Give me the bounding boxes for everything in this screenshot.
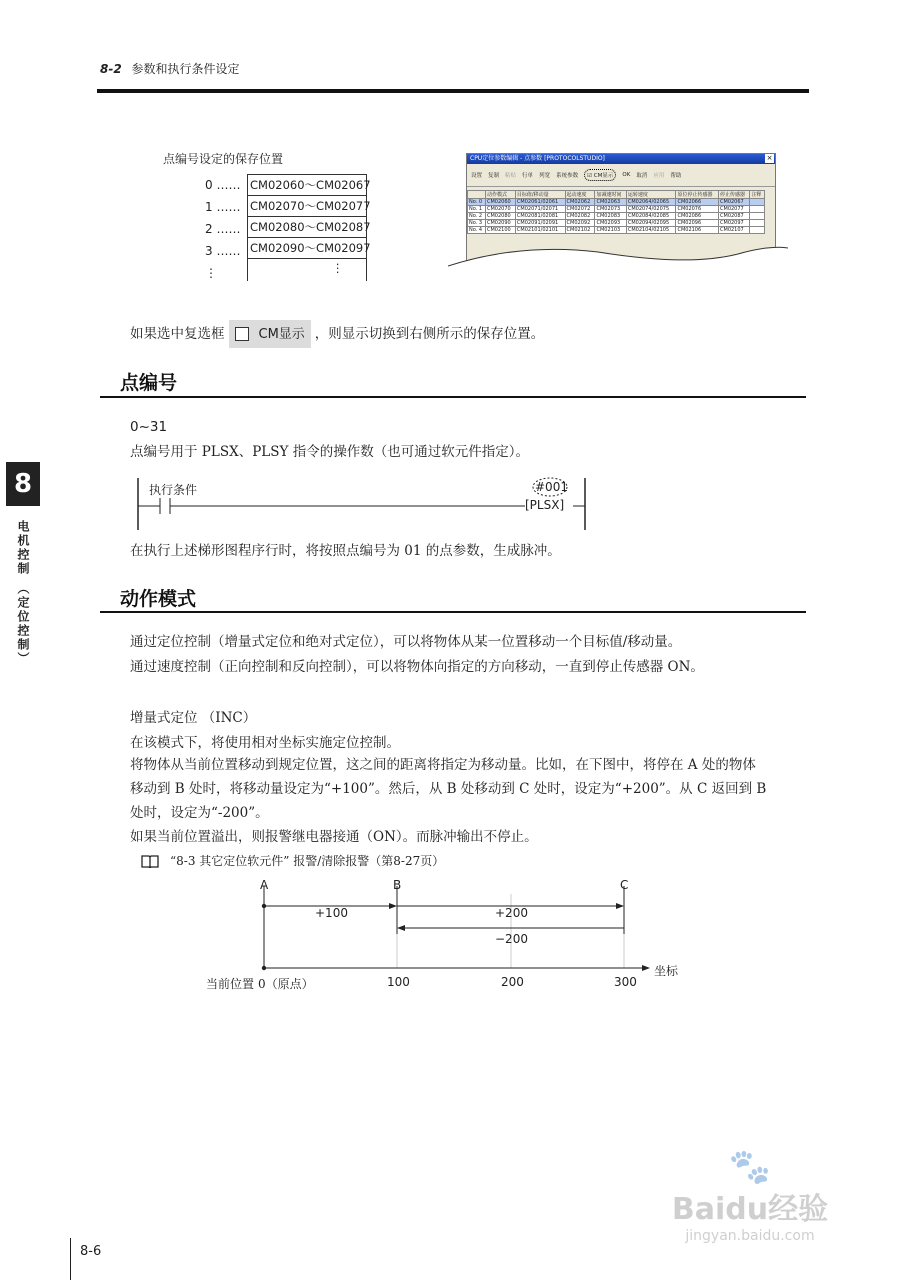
ok-button[interactable]: OK	[622, 172, 631, 178]
axis-start-label: 当前位置	[206, 977, 255, 991]
point-section-title: 点编号	[120, 372, 178, 394]
table-cell[interactable]	[750, 206, 765, 213]
table-cell[interactable]: CM02097	[719, 220, 750, 227]
inc-p1: 在该模式下，将使用相对坐标实施定位控制。	[130, 735, 400, 751]
table-cell[interactable]: CM02060	[486, 199, 516, 206]
inc-title: 增量式定位 （INC）	[130, 710, 257, 726]
table-cell[interactable]	[750, 213, 765, 220]
storage-range-ellipsis: ⋮	[332, 261, 344, 275]
table-cell[interactable]: CM02081/02081	[515, 213, 565, 220]
tool-row[interactable]: 行单	[522, 173, 534, 179]
dialog-close-button[interactable]: ×	[766, 154, 773, 162]
table-header-row	[468, 191, 765, 199]
header-cell	[468, 191, 486, 199]
table-cell[interactable]: CM02084/02085	[626, 213, 676, 220]
table-cell[interactable]: CM02086	[676, 213, 719, 220]
table-cell: No. 3	[468, 220, 486, 227]
header-cell: 注释	[750, 191, 765, 199]
ladder-instruction: [PLSX]	[525, 498, 565, 512]
reference-text: “8-3 其它定位软元件” 报警/清除报警（第8-27页）	[170, 854, 445, 868]
tool-setting[interactable]: 设置	[471, 173, 483, 179]
storage-range-box	[247, 174, 371, 281]
baidu-watermark	[640, 1147, 860, 1244]
inc-p3: 如果当前位置溢出，则报警继电器接通（ON）。而脉冲输出不停止。	[130, 829, 538, 845]
cm-display-checkbox[interactable]: ☑ CM显示	[584, 169, 616, 181]
table-cell[interactable]: CM02091/02091	[515, 220, 565, 227]
header-cell: 原位停止传感器	[676, 191, 719, 199]
table-cell[interactable]: CM02101/02101	[515, 227, 565, 234]
table-row[interactable]	[468, 213, 765, 220]
param-table	[467, 190, 765, 234]
tick-100: 100	[387, 975, 410, 989]
page-number: 8-6	[80, 1244, 102, 1259]
point-a-label: A	[260, 878, 269, 892]
paw-icon: 🐾	[728, 1147, 772, 1187]
watermark-brand: Baidu经验	[671, 1192, 829, 1227]
table-cell[interactable]: CM02087	[719, 213, 750, 220]
chapter-number: 8	[13, 469, 33, 499]
table-cell: No. 2	[468, 213, 486, 220]
section-title: 参数和执行条件设定	[131, 62, 240, 76]
dialog-titlebar	[467, 154, 775, 164]
header-cell: 动作模式	[486, 191, 516, 199]
mode-section-rule	[100, 611, 806, 613]
arrow-plus200-label: +200	[495, 906, 528, 920]
table-cell[interactable]: CM02080	[486, 213, 516, 220]
mode-p2: 通过速度控制（正向控制和反向控制），可以将物体向指定的方向移动，一直到停止传感器 ON。	[130, 659, 704, 675]
table-cell[interactable]: CM02107	[719, 227, 750, 234]
reference-line[interactable]	[140, 852, 444, 869]
dialog-toolbar	[467, 164, 775, 187]
header-rule	[97, 89, 809, 93]
table-cell[interactable]: CM02104/02105	[626, 227, 676, 234]
point-desc: 点编号用于 PLSX、PLSY 指令的操作数（也可通过软元件指定）。	[130, 444, 529, 460]
ladder-diagram	[130, 474, 590, 534]
storage-label: 点编号设定的保存位置	[163, 152, 284, 166]
tick-200: 200	[501, 975, 524, 989]
table-cell[interactable]: CM02106	[676, 227, 719, 234]
point-c-label: C	[620, 878, 629, 892]
table-cell[interactable]: CM02067	[719, 199, 750, 206]
table-cell[interactable]: CM02082	[565, 213, 595, 220]
table-row[interactable]	[468, 206, 765, 213]
point-section-rule	[100, 396, 806, 398]
axis-origin-label: 0（原点）	[258, 977, 314, 991]
table-row[interactable]	[468, 199, 765, 206]
storage-range-2: CM02080～CM02087	[248, 217, 366, 238]
table-cell[interactable]: CM02102	[565, 227, 595, 234]
table-cell[interactable]: CM02070	[486, 206, 516, 213]
table-cell: No. 1	[468, 206, 486, 213]
table-cell[interactable]: CM02074/02075	[626, 206, 676, 213]
table-cell[interactable]	[750, 199, 765, 206]
table-cell[interactable]: CM02066	[676, 199, 719, 206]
inc-p2a: 将物体从当前位置移动到规定位置，这之间的距离将指定为移动量。比如，在下图中，将停在 A 处的物体	[130, 757, 756, 773]
tool-colwidth[interactable]: 列宽	[539, 173, 551, 179]
checkbox-icon	[235, 327, 249, 341]
page-header	[100, 60, 240, 77]
header-cell: 加减速时间	[595, 191, 626, 199]
ladder-condition: 执行条件	[149, 483, 198, 497]
table-row[interactable]	[468, 220, 765, 227]
table-cell[interactable]: CM02077	[719, 206, 750, 213]
table-row[interactable]	[468, 227, 765, 234]
table-cell[interactable]: CM02093	[595, 220, 626, 227]
table-cell: No. 0	[468, 199, 486, 206]
tool-paste[interactable]: 粘贴	[505, 173, 517, 179]
tool-copy[interactable]: 复制	[488, 173, 500, 179]
mode-p1: 通过定位控制（增量式定位和绝对式定位），可以将物体从某一位置移动一个目标值/移动量。	[130, 634, 682, 650]
table-cell[interactable]: CM02090	[486, 220, 516, 227]
table-cell[interactable]	[750, 220, 765, 227]
help-button[interactable]: 帮助	[670, 173, 682, 179]
header-cell: 目标值/移动量	[515, 191, 565, 199]
axis-label: 坐标	[654, 964, 679, 978]
storage-range-0: CM02060～CM02067	[248, 175, 366, 196]
table-cell[interactable]: CM02063	[595, 199, 626, 206]
chapter-title: 电机控制 （定位控制）	[16, 520, 30, 667]
table-cell[interactable]: CM02094/02095	[626, 220, 676, 227]
footer-rule	[70, 1238, 71, 1280]
table-cell[interactable]: CM02071/02071	[515, 206, 565, 213]
storage-row-1: 1 ……	[205, 200, 241, 214]
table-cell[interactable]: CM02100	[486, 227, 516, 234]
chapter-tab[interactable]	[6, 462, 40, 506]
apply-button[interactable]: 应用	[653, 173, 665, 179]
dialog-tear-edge	[448, 236, 788, 276]
storage-row-2: 2 ……	[205, 222, 241, 236]
table-cell[interactable]: CM02083	[595, 213, 626, 220]
table-cell[interactable]	[750, 227, 765, 234]
table-cell[interactable]: CM02062	[565, 199, 595, 206]
cancel-button[interactable]: 取消	[636, 173, 648, 179]
storage-range-1: CM02070～CM02077	[248, 196, 366, 217]
checkbox-label: CM显示	[258, 326, 305, 342]
header-cell: 停止传感器	[719, 191, 750, 199]
book-icon	[140, 854, 160, 868]
storage-row-3: 3 ……	[205, 244, 241, 258]
table-cell[interactable]: CM02073	[595, 206, 626, 213]
section-number: 8-2	[100, 62, 122, 76]
inc-p2c: 处时，设定为“-200”。	[130, 805, 269, 821]
checkbox-note	[130, 320, 544, 348]
storage-ellipsis: ⋮	[205, 266, 217, 280]
table-cell[interactable]: CM02103	[595, 227, 626, 234]
arrow-minus200-label: −200	[495, 932, 528, 946]
point-range: 0~31	[130, 419, 168, 435]
table-cell: No. 4	[468, 227, 486, 234]
watermark-url: jingyan.baidu.com	[685, 1228, 815, 1244]
header-cell: 运转速度	[626, 191, 676, 199]
storage-range-3: CM02090～CM02097	[248, 238, 366, 259]
ladder-operand: #001	[535, 480, 568, 494]
storage-row-0: 0 ……	[205, 178, 241, 192]
table-cell[interactable]: CM02072	[565, 206, 595, 213]
point-b-label: B	[393, 878, 402, 892]
table-cell[interactable]: CM02092	[565, 220, 595, 227]
cm-display-sample	[229, 320, 311, 348]
arrow-plus100-label: +100	[315, 906, 348, 920]
table-cell[interactable]: CM02064/02065	[626, 199, 676, 206]
header-cell: 起动速度	[565, 191, 595, 199]
table-cell[interactable]: CM02096	[676, 220, 719, 227]
table-cell[interactable]: CM02061/02061	[515, 199, 565, 206]
tool-sysparam[interactable]: 系统参数	[556, 173, 579, 179]
tick-300: 300	[614, 975, 637, 989]
table-cell[interactable]: CM02076	[676, 206, 719, 213]
dialog-title: CPU定位参数编辑 - 点参数 [PROTOCOLSTUDIO]	[470, 155, 605, 162]
point-after: 在执行上述梯形图程序行时，将按照点编号为 01 的点参数，生成脉冲。	[130, 543, 561, 559]
checkbox-note-before: 如果选中复选框	[130, 325, 225, 342]
inc-p2b: 移动到 B 处时，将移动量设定为“+100”。然后，从 B 处移动到 C 处时，设定为“+200”。从 C 返回到 B	[130, 781, 767, 797]
storage-numbers	[205, 174, 240, 284]
checkbox-note-after: ，则显示切换到右侧所示的保存位置。	[314, 325, 545, 342]
mode-section-title: 动作模式	[120, 588, 197, 610]
